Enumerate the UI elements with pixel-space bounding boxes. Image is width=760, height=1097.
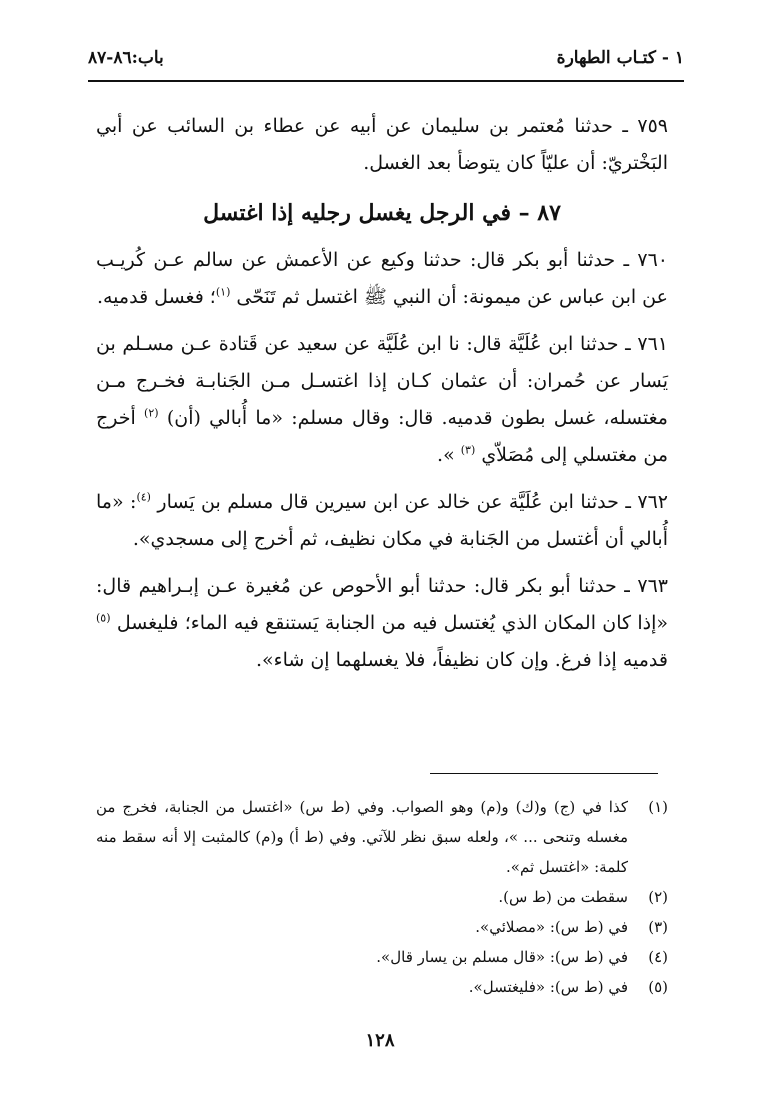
- book-title: ١ - كتـاب الطهارة: [556, 48, 684, 68]
- footnote: [96, 882, 668, 912]
- footnote-text: كذا في (ج) و(ك) و(م) وهو الصواب. وفي (ط س) «اغتسل من الجنابة، فخرج من مغسله وتنحى ... »، ولعله سبق نظر للآتي. وفي (ط أ) و(م) كالمثبت إلا أنه سقط منه كلمة: «اغتسل ثم».: [96, 798, 628, 876]
- footnote: [96, 912, 668, 942]
- header-divider: [88, 80, 684, 82]
- hadith-759: [96, 108, 668, 182]
- hadith-762-tail: : «ما أُبالي أن أغتسل من الجَنابة في مكان نظيف، ثم أخرج إلى مسجدي».: [96, 491, 668, 550]
- footnote: [96, 942, 668, 972]
- footnote-ref[interactable]: (٣): [460, 443, 476, 457]
- chapter-reference: باب:٨٦-٨٧: [88, 48, 164, 68]
- footnote-number: (٥): [648, 978, 668, 996]
- hadith-763-tail: قدميه إذا فرغ. وإن كان نظيفاً، فلا يغسلهما إن شاء».: [256, 649, 668, 671]
- footnote-text: في (ط س): «قال مسلم بن يسار قال».: [376, 948, 628, 966]
- running-header: [88, 48, 684, 76]
- hadith-763-text: ٧٦٣ ـ حدثنا أبو بكر قال: حدثنا أبو الأحوص عن مُغيرة عـن إبـراهيم قال: «إذا كان المكان الذي يُغتسل فيه من الجنابة يَستنقع فيه الماء؛ فليغسل: [96, 575, 668, 634]
- chapter-heading: ٨٧ – في الرجل يغسل رجليه إذا اغتسل: [203, 200, 561, 226]
- footnote: [96, 972, 668, 1002]
- footnote-ref[interactable]: (٤): [136, 490, 151, 504]
- hadith-760-tail: ؛ فغسل قدميه.: [96, 286, 216, 308]
- hadith-761-text: ٧٦١ ـ حدثنا ابن عُلَيَّة قال: نا ابن عُلَيَّة عن سعيد عن قَتادة عـن مسـلم بن يَسار عن حُمران: أن عثمان كـان إذا اغتسـل مـن الجَنابـة فخـرج مـن مغتسله، غسل بطون قدميه. قال: وقال مسلم: «ما أُبالي (أن): [96, 333, 668, 429]
- hadith-762-text: ٧٦٢ ـ حدثنا ابن عُلَيَّة عن خالد عن ابن سيرين قال مسلم بن يَسار: [157, 491, 668, 513]
- footnote-text: سقطت من (ط س).: [498, 888, 628, 906]
- hadith-763: [96, 568, 668, 679]
- footnote-number: (١): [648, 798, 668, 816]
- hadith-761-mid: أخرج من مغتسلي إلى مُصَلاّي: [96, 407, 668, 466]
- footnote-ref[interactable]: (١): [215, 285, 231, 299]
- footnote-text: في (ط س): «فليغتسل».: [468, 978, 628, 996]
- footnote-divider: [430, 773, 658, 774]
- footnote: [96, 792, 668, 882]
- footnote-text: في (ط س): «مصلائي».: [475, 918, 628, 936]
- hadith-761-tail: ».: [437, 444, 455, 466]
- main-text: [96, 108, 668, 689]
- hadith-760-text: ٧٦٠ ـ حدثنا أبو بكر قال: حدثنا وكيع عن الأعمش عن سالم عـن كُريـب عن ابن عباس عن ميمونة: أن النبي ﷺ اغتسل ثم تَنَحّى: [96, 249, 668, 308]
- footnote-number: (٣): [648, 918, 668, 936]
- footnotes: [96, 792, 668, 1002]
- hadith-761: [96, 326, 668, 474]
- footnote-ref[interactable]: (٢): [144, 406, 159, 420]
- footnote-ref[interactable]: (٥): [96, 611, 111, 625]
- hadith-759-text: ٧٥٩ ـ حدثنا مُعتمر بن سليمان عن أبيه عن عطاء بن السائب عن أبي البَخْتريّ: أن عليّاً كان يتوضأ بعد الغسل.: [96, 115, 668, 174]
- page-number: ١٢٨: [365, 1030, 395, 1051]
- footnote-number: (٢): [648, 888, 668, 906]
- footnote-number: (٤): [648, 948, 668, 966]
- hadith-760: [96, 242, 668, 316]
- hadith-762: [96, 484, 668, 558]
